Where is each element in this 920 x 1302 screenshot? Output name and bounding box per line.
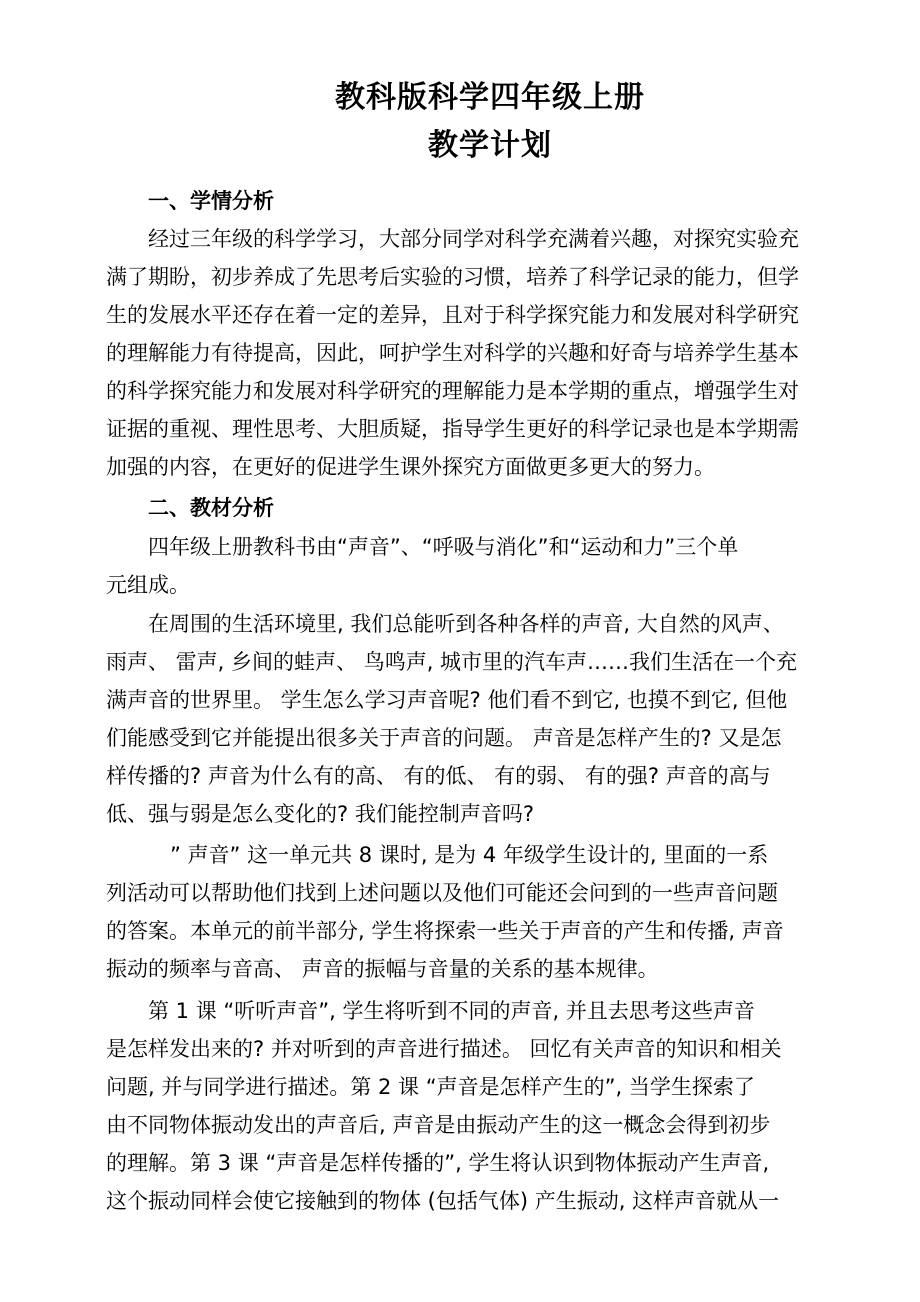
paragraph-line: 是怎样发出来的? 并对听到的声音进行描述。 回忆有关声音的知识和相关 (106, 1037, 782, 1061)
paragraph-line: 问题, 并与同学进行描述。第 2 课 “声音是怎样产生的”, 当学生探索了 (106, 1075, 755, 1099)
paragraph-line: 证据的重视、理性思考、大胆质疑，指导学生更好的科学记录也是本学期需 (106, 417, 799, 441)
paragraph-line: 在周围的生活环境里, 我们总能听到各种各样的声音, 大自然的风声、 (148, 612, 784, 636)
paragraph-line: 这个振动同样会使它接触到的物体 (包括气体) 产生振动, 这样声音就从一 (106, 1189, 780, 1213)
paragraph-line: 样传播的? 声音为什么有的高、 有的低、 有的弱、 有的强? 声音的高与 (106, 764, 771, 788)
paragraph-line: 元组成。 (106, 573, 190, 597)
paragraph-line: 满了期盼，初步养成了先思考后实验的习惯，培养了科学记录的能力，但学 (106, 265, 799, 289)
paragraph-line: 的理解。第 3 课 “声音是怎样传播的”, 学生将认识到物体振动产生声音, (106, 1151, 770, 1175)
paragraph-line: 振动的频率与音高、 声音的振幅与音量的关系的基本规律。 (106, 957, 659, 981)
paragraph-line: 加强的内容，在更好的促进学生课外探究方面做更多更大的努力。 (106, 455, 715, 479)
paragraph-line: 列活动可以帮助他们找到上述问题以及他们可能还会问到的一些声音问题 (106, 881, 778, 905)
paragraph-line: 四年级上册教科书由“声音”、“呼吸与消化”和“运动和力”三个单 (148, 535, 739, 559)
section-heading-student-analysis: 一、学情分析 (148, 189, 274, 213)
section-heading-textbook-analysis: 二、教材分析 (148, 496, 274, 520)
paragraph-line: 们能感受到它并能提出很多关于声音的问题。 声音是怎样产生的? 又是怎 (106, 726, 782, 750)
paragraph-line: 的科学探究能力和发展对科学研究的理解能力是本学期的重点，增强学生对 (106, 379, 799, 403)
paragraph-line: 由不同物体振动发出的声音后, 声音是由振动产生的这一概念会得到初步 (106, 1113, 771, 1137)
document-title: 教科版科学四年级上册 (335, 80, 645, 115)
paragraph-line: 的答案。本单元的前半部分, 学生将探索一些关于声音的产生和传播, 声音 (106, 919, 784, 943)
paragraph-line: 第 1 课 “听听声音”, 学生将听到不同的声音, 并且去思考这些声音 (148, 999, 755, 1023)
paragraph-line: 满声音的世界里。 学生怎么学习声音呢? 他们看不到它, 也摸不到它, 但他 (106, 688, 788, 712)
paragraph-line: 的理解能力有待提高，因此，呵护学生对科学的兴趣和好奇与培养学生基本 (106, 341, 799, 365)
paragraph-line: 经过三年级的科学学习，大部分同学对科学充满着兴趣，对探究实验充 (148, 227, 799, 251)
paragraph-line: 生的发展水平还存在着一定的差异，且对于科学探究能力和发展对科学研究 (106, 303, 799, 327)
paragraph-line: ” 声音” 这一单元共 8 课时, 是为 4 年级学生设计的, 里面的一系 (170, 843, 769, 867)
paragraph-line: 雨声、 雷声, 乡间的蛙声、 鸟鸣声, 城市里的汽车声……我们生活在一个充 (106, 650, 798, 674)
paragraph-line: 低、强与弱是怎么变化的? 我们能控制声音吗? (106, 802, 534, 826)
document-subtitle: 教学计划 (428, 128, 552, 163)
